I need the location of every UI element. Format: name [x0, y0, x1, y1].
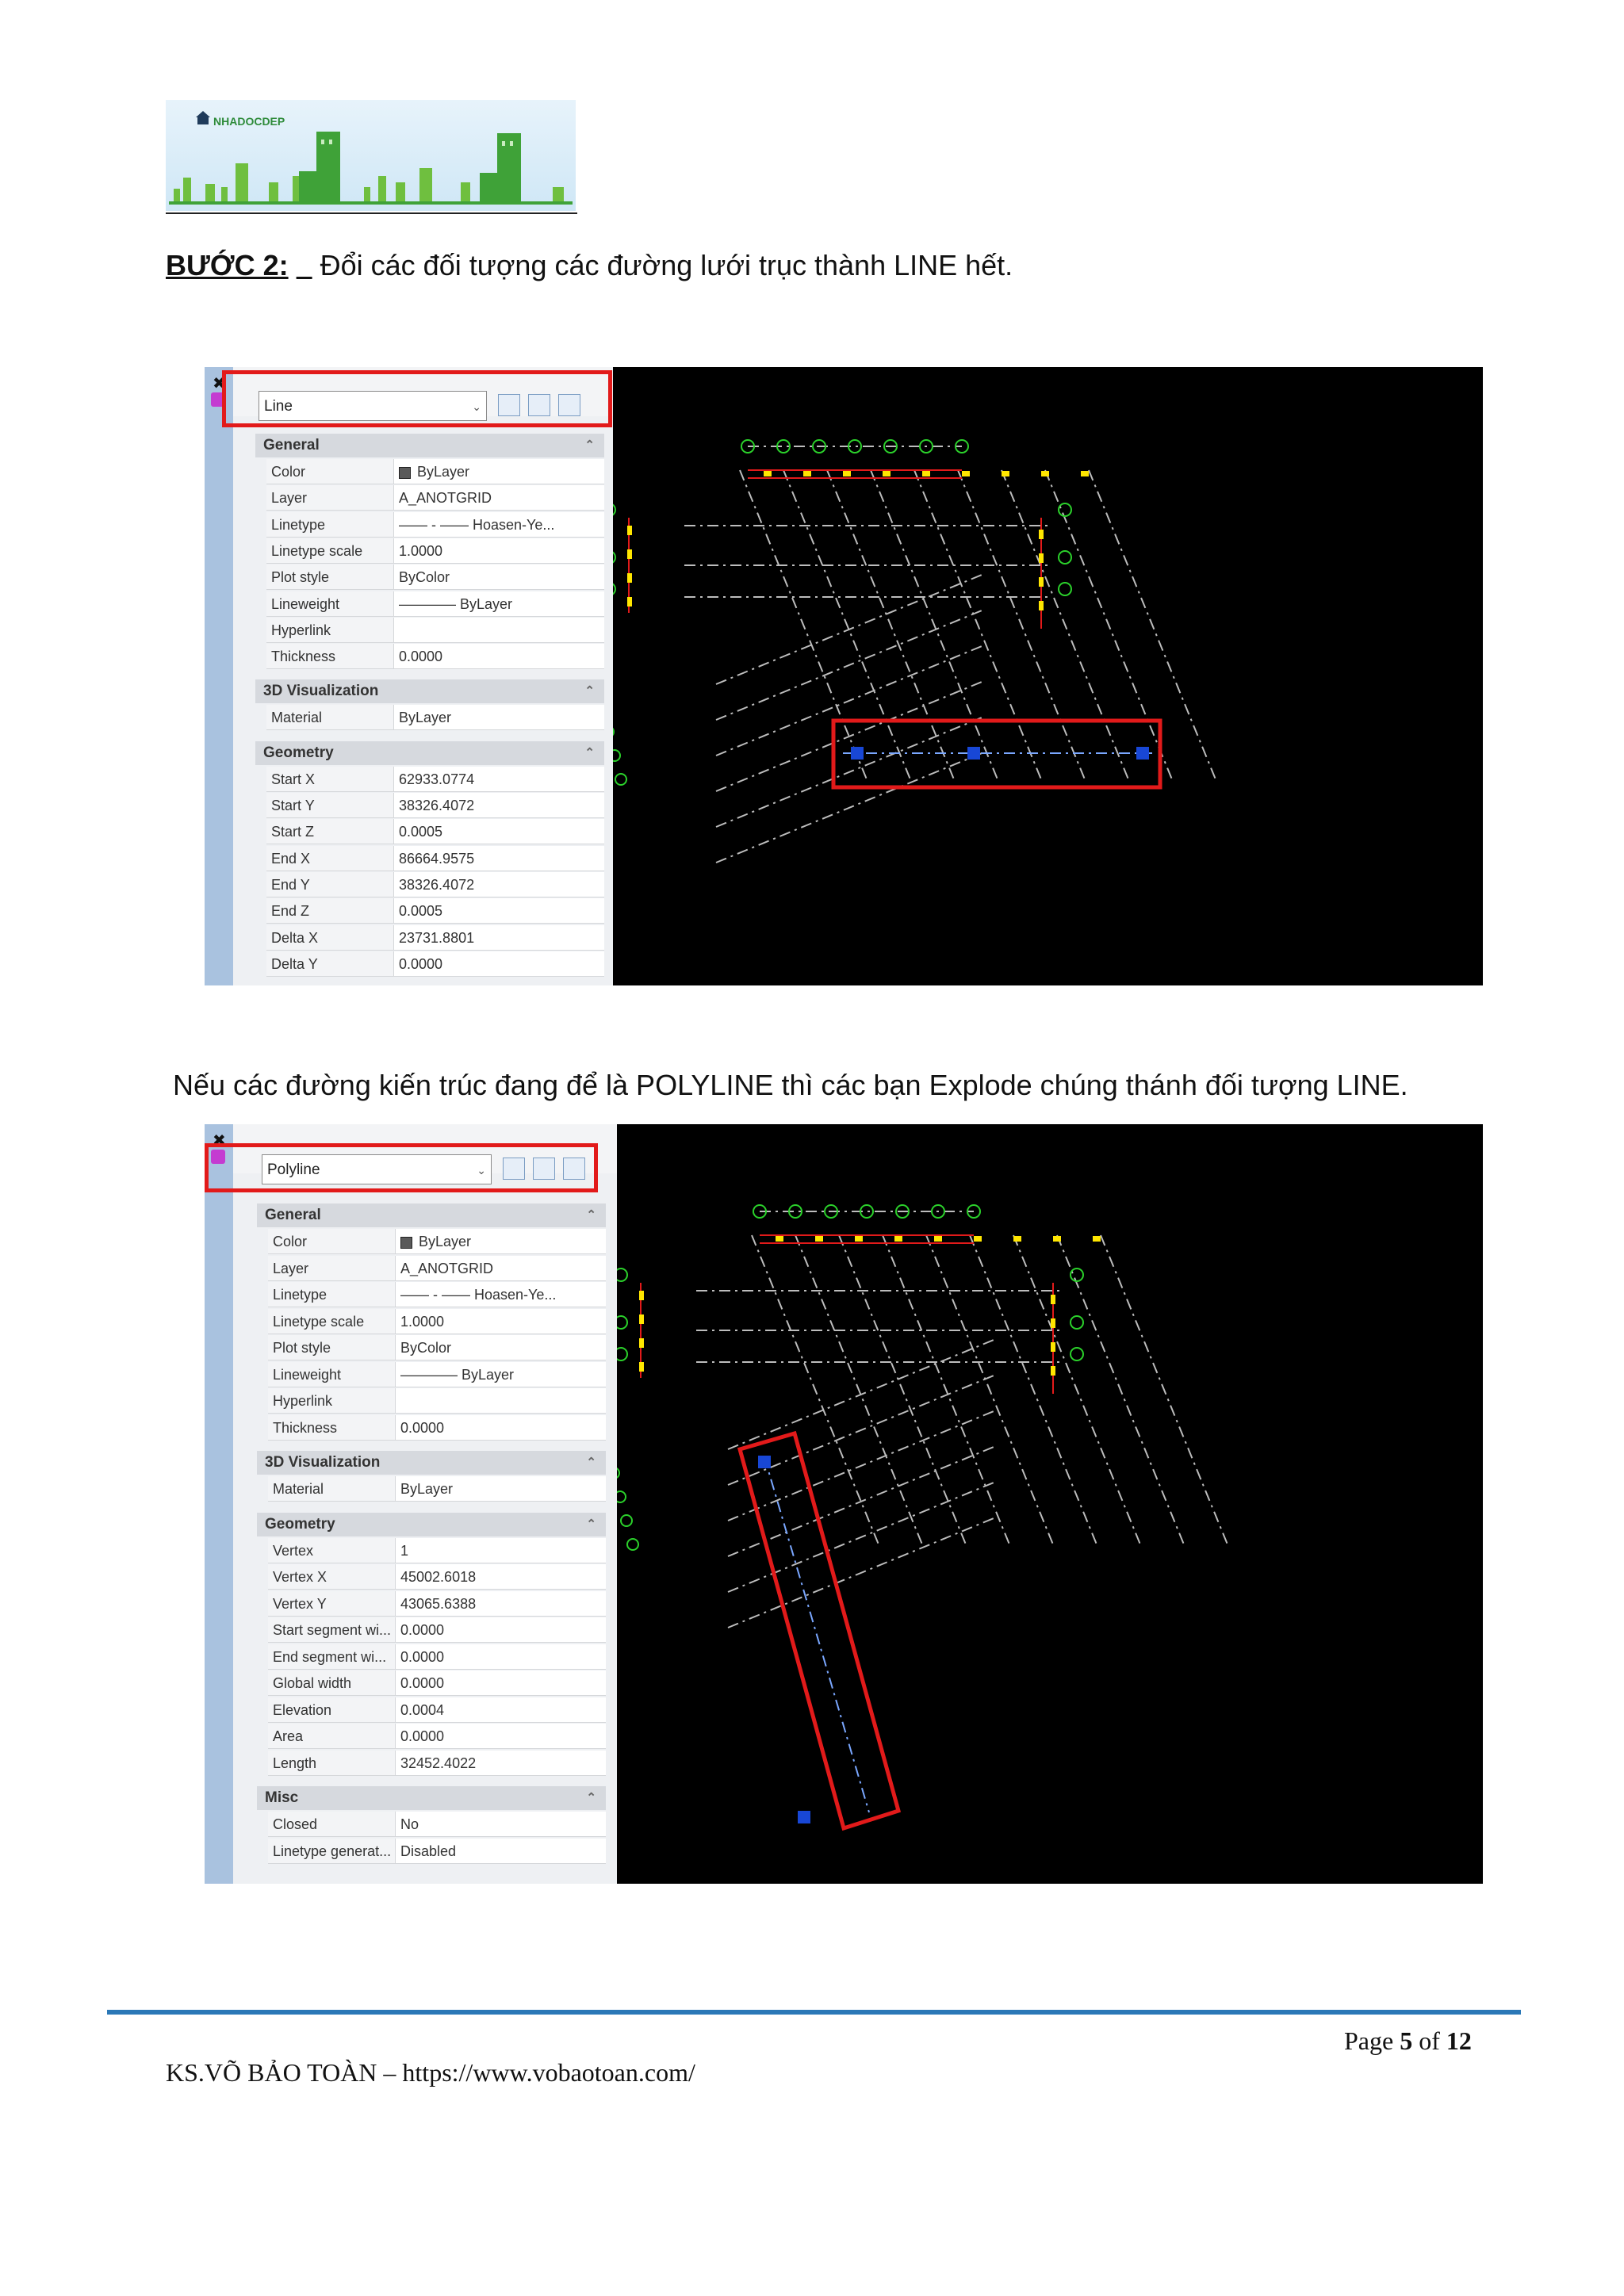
property-value[interactable]	[393, 618, 604, 643]
footer-author: KS.VÕ BẢO TOÀN – https://www.vobaotoan.com/	[166, 2058, 695, 2087]
property-name: End X	[266, 846, 393, 871]
dimension-tick	[776, 1236, 783, 1242]
property-value[interactable]	[395, 1538, 606, 1563]
property-value-text: ———— ByLayer	[400, 1366, 515, 1383]
grid-line	[716, 680, 986, 791]
highlight-selected-polyline	[740, 1433, 898, 1828]
property-value-text: 0.0000	[400, 1648, 445, 1665]
property-row[interactable]	[268, 1697, 606, 1724]
property-value[interactable]	[393, 591, 604, 617]
property-value[interactable]	[395, 1282, 606, 1307]
section-header-geometry[interactable]	[257, 1513, 606, 1536]
property-row[interactable]	[268, 1591, 606, 1617]
property-value-text: ByLayer	[417, 464, 470, 480]
grid-bubble	[627, 1539, 638, 1550]
collapse-icon[interactable]: ⌃	[584, 438, 595, 452]
property-name: Lineweight	[266, 591, 393, 617]
property-value[interactable]	[393, 898, 604, 924]
grid-line	[716, 645, 986, 756]
property-value[interactable]	[395, 1335, 606, 1360]
grid-line	[716, 752, 986, 863]
property-row[interactable]	[266, 538, 604, 564]
grid-bubble	[617, 1269, 627, 1281]
property-value-text: 0.0000	[399, 955, 443, 972]
grip-handle	[798, 1811, 810, 1823]
dimension-tick	[627, 597, 632, 607]
page-current: 5	[1400, 2026, 1413, 2055]
property-row[interactable]	[266, 705, 604, 731]
section-header-misc[interactable]	[257, 1786, 606, 1810]
property-name: Thickness	[266, 644, 393, 669]
property-value-text: ByColor	[399, 569, 450, 586]
property-value-text: 86664.9575	[399, 850, 475, 867]
property-name: Material	[266, 705, 393, 730]
property-row[interactable]	[266, 925, 604, 951]
company-logo	[166, 100, 576, 211]
dimension-tick	[962, 471, 970, 476]
close-icon[interactable]: ✖	[213, 1131, 226, 1150]
section-header-general[interactable]	[257, 1203, 606, 1227]
dimension-tick	[894, 1236, 902, 1242]
property-row[interactable]	[268, 1670, 606, 1697]
property-name: Hyperlink	[268, 1388, 395, 1414]
property-value[interactable]	[395, 1564, 606, 1590]
property-name: Linetype	[266, 512, 393, 538]
grid-bubble	[617, 1491, 626, 1502]
property-value-text: 0.0004	[400, 1701, 445, 1718]
property-name: Start segment wi...	[268, 1617, 395, 1643]
property-value[interactable]	[395, 1839, 606, 1864]
property-value-text: 1	[400, 1542, 409, 1559]
section-title: Geometry	[265, 1515, 335, 1533]
property-value[interactable]	[395, 1751, 606, 1776]
property-row[interactable]	[266, 793, 604, 819]
property-value-text: 43065.6388	[400, 1595, 477, 1612]
property-value-text: 38326.4072	[399, 876, 475, 893]
property-name: Layer	[268, 1256, 395, 1281]
property-name: Vertex X	[268, 1564, 395, 1590]
property-value-text: 0.0005	[399, 824, 443, 840]
property-row[interactable]	[268, 1644, 606, 1670]
property-value-text: —— - —— Hoasen-Ye...	[400, 1287, 557, 1303]
grid-bubble	[1071, 1316, 1083, 1329]
grid-line	[716, 716, 986, 827]
property-row[interactable]	[266, 564, 604, 591]
step-text: Đổi các đối tượng các đường lưới trục thành LINE hết.	[320, 249, 1013, 281]
property-row[interactable]	[268, 1564, 606, 1590]
property-value-text: A_ANOTGRID	[400, 1260, 494, 1276]
header-rule	[166, 212, 577, 214]
property-row[interactable]	[268, 1812, 606, 1838]
page-of: of	[1412, 2026, 1446, 2055]
properties-panel	[205, 1124, 617, 1884]
property-value-text: ByColor	[400, 1340, 452, 1356]
grid-line	[728, 1481, 998, 1592]
property-row[interactable]	[266, 591, 604, 618]
screenshot-line-properties	[205, 367, 1483, 985]
property-value[interactable]	[393, 872, 604, 897]
property-name: End Y	[266, 872, 393, 897]
step-label: BƯỚC 2:	[166, 249, 289, 281]
dimension-tick	[1081, 471, 1089, 476]
property-name: Material	[268, 1476, 395, 1502]
dimension-tick	[1041, 471, 1049, 476]
dimension-tick	[1013, 1236, 1021, 1242]
palette-strip	[205, 1124, 233, 1884]
property-row[interactable]	[266, 512, 604, 538]
property-value[interactable]	[395, 1476, 606, 1502]
property-name: Linetype scale	[266, 538, 393, 564]
property-name: Start Z	[266, 819, 393, 844]
property-value-text: 1.0000	[400, 1313, 445, 1330]
grid-line	[728, 1517, 998, 1628]
property-value[interactable]	[393, 644, 604, 669]
property-value[interactable]	[393, 485, 604, 511]
dimension-tick	[1002, 471, 1009, 476]
chevron-down-icon: ⌄	[472, 400, 481, 413]
property-name: Linetype scale	[268, 1309, 395, 1334]
property-row[interactable]	[268, 1476, 606, 1502]
property-row[interactable]	[266, 951, 604, 978]
property-value-text: 62933.0774	[399, 771, 475, 787]
property-value-text: A_ANOTGRID	[399, 490, 492, 507]
page-number	[1344, 2026, 1472, 2056]
logo-skyline	[166, 100, 576, 211]
collapse-icon[interactable]: ⌃	[584, 745, 595, 760]
property-row[interactable]	[266, 618, 604, 644]
section-title: General	[265, 1207, 321, 1223]
property-row[interactable]	[268, 1617, 606, 1644]
grid-line	[728, 1338, 998, 1449]
section-header-3d-visualization[interactable]	[257, 1451, 606, 1475]
property-name: Start X	[266, 767, 393, 792]
object-type-value: Line	[264, 398, 293, 415]
section-title: Geometry	[263, 744, 334, 761]
grid-bubble	[617, 1316, 627, 1329]
property-value-text: ———— ByLayer	[399, 595, 513, 612]
property-name: Delta X	[266, 925, 393, 951]
property-value-text: —— - —— Hoasen-Ye...	[399, 516, 555, 533]
property-row[interactable]	[268, 1839, 606, 1865]
property-value-text: ByLayer	[419, 1234, 472, 1249]
section-header-geometry[interactable]	[255, 741, 604, 765]
grid-bubble	[1059, 551, 1071, 564]
section-title: Misc	[265, 1789, 299, 1806]
dimension-tick	[803, 471, 811, 476]
property-value[interactable]	[395, 1812, 606, 1837]
grid-bubble	[613, 583, 615, 595]
property-row[interactable]	[266, 872, 604, 898]
chevron-down-icon: ⌄	[477, 1164, 486, 1177]
property-row[interactable]	[266, 485, 604, 511]
property-value-text: ByLayer	[399, 710, 452, 726]
property-value-text: 38326.4072	[399, 798, 475, 813]
grip-handle	[967, 747, 980, 760]
property-value-text: 0.0005	[399, 903, 443, 920]
dimension-tick	[1053, 1236, 1061, 1242]
color-swatch-icon	[399, 467, 411, 479]
property-value-text: 0.0000	[400, 1622, 445, 1638]
collapse-icon[interactable]: ⌃	[586, 1208, 596, 1222]
property-value[interactable]	[395, 1670, 606, 1696]
dimension-tick	[1039, 553, 1044, 563]
property-name: Color	[268, 1229, 395, 1254]
section-title: 3D Visualization	[265, 1454, 381, 1471]
property-value[interactable]	[395, 1724, 606, 1749]
footer-rule	[107, 2010, 1521, 2015]
dimension-tick	[1051, 1342, 1055, 1352]
section-header-general[interactable]	[255, 434, 604, 457]
object-type-value: Polyline	[267, 1161, 320, 1178]
property-value-text: 0.0000	[400, 1419, 445, 1436]
section-header-3d-visualization[interactable]	[255, 679, 604, 703]
dimension-tick	[883, 471, 891, 476]
property-value[interactable]	[395, 1697, 606, 1723]
property-name: Vertex	[268, 1538, 395, 1563]
highlight-type-selector	[205, 1143, 598, 1192]
dimension-tick	[922, 471, 930, 476]
grid-bubble	[613, 503, 615, 516]
property-name: Delta Y	[266, 951, 393, 977]
property-row[interactable]	[268, 1751, 606, 1777]
property-value[interactable]	[395, 1617, 606, 1643]
grid-bubble	[615, 774, 626, 785]
dimension-tick	[1051, 1295, 1055, 1304]
grid-bubble	[1071, 1348, 1083, 1360]
property-row[interactable]	[268, 1724, 606, 1750]
property-value[interactable]	[395, 1388, 606, 1414]
dimension-tick	[934, 1236, 942, 1242]
property-name: Plot style	[268, 1335, 395, 1360]
property-value[interactable]	[393, 846, 604, 871]
property-row[interactable]	[266, 459, 604, 485]
grid-line	[716, 609, 986, 720]
property-name: Color	[266, 459, 393, 484]
property-row[interactable]	[268, 1538, 606, 1564]
property-row[interactable]	[266, 644, 604, 670]
property-value-text: 0.0000	[399, 649, 443, 665]
drawing-canvas[interactable]	[617, 1124, 1483, 1884]
property-value-text: ByLayer	[400, 1481, 454, 1497]
grid-bubble	[613, 726, 614, 737]
property-row[interactable]	[268, 1229, 606, 1255]
grid-bubble	[613, 551, 615, 564]
property-value-text: 32452.4022	[400, 1755, 477, 1771]
property-value-text: No	[400, 1816, 419, 1832]
property-value[interactable]	[393, 951, 604, 977]
dimension-tick	[1039, 577, 1044, 587]
property-name: End Z	[266, 898, 393, 924]
dimension-tick	[815, 1236, 823, 1242]
property-row[interactable]	[268, 1335, 606, 1361]
property-value[interactable]	[395, 1591, 606, 1617]
property-name: Linetype	[268, 1282, 395, 1307]
logo-text: NHADOCDEP	[213, 115, 285, 128]
step-heading	[166, 249, 1013, 282]
property-name: Length	[268, 1751, 395, 1776]
property-row[interactable]	[268, 1415, 606, 1441]
property-row[interactable]	[266, 819, 604, 845]
grid-bubble	[1071, 1269, 1083, 1281]
property-value[interactable]	[393, 538, 604, 564]
grid-bubble	[617, 1468, 619, 1479]
dimension-tick	[639, 1291, 644, 1300]
property-value-text: 0.0000	[400, 1728, 445, 1744]
property-value[interactable]	[393, 925, 604, 951]
grip-handle	[1136, 747, 1149, 760]
property-name: Closed	[268, 1812, 395, 1837]
drawing-canvas[interactable]	[613, 367, 1483, 985]
property-row[interactable]	[268, 1362, 606, 1388]
dimension-tick	[974, 1236, 982, 1242]
collapse-icon[interactable]: ⌃	[586, 1456, 596, 1469]
dimension-tick	[1039, 530, 1044, 539]
dimension-tick	[627, 526, 632, 535]
property-row[interactable]	[266, 846, 604, 872]
property-value[interactable]	[395, 1256, 606, 1281]
property-value[interactable]	[395, 1229, 606, 1254]
dimension-tick	[1093, 1236, 1101, 1242]
collapse-icon[interactable]: ⌃	[586, 1517, 596, 1531]
section-title: 3D Visualization	[263, 683, 379, 700]
property-name: Layer	[266, 485, 393, 511]
property-name: Area	[268, 1724, 395, 1749]
property-row[interactable]	[266, 898, 604, 924]
property-name: Plot style	[266, 564, 393, 590]
grid-bubble	[613, 750, 620, 761]
caption-polyline: Nếu các đường kiến trúc đang để là POLYLINE thì các bạn Explode chúng thánh đối tượng LINE.	[173, 1069, 1408, 1101]
property-name: Global width	[268, 1670, 395, 1696]
grid-bubble	[617, 1348, 627, 1360]
collapse-icon[interactable]: ⌃	[584, 684, 595, 698]
highlight-type-selector	[222, 370, 612, 427]
property-value[interactable]	[395, 1415, 606, 1441]
page-prefix: Page	[1344, 2026, 1400, 2055]
property-name: Lineweight	[268, 1362, 395, 1387]
property-value[interactable]	[393, 767, 604, 792]
property-value[interactable]	[395, 1362, 606, 1387]
dimension-tick	[627, 549, 632, 559]
dimension-tick	[627, 573, 632, 583]
property-name: Linetype generat...	[268, 1839, 395, 1864]
property-name: End segment wi...	[268, 1644, 395, 1670]
property-name: Vertex Y	[268, 1591, 395, 1617]
dimension-tick	[764, 471, 772, 476]
grid-bubble	[1059, 583, 1071, 595]
section-title: General	[263, 437, 320, 453]
collapse-icon[interactable]: ⌃	[586, 1791, 596, 1804]
grid-line	[716, 573, 986, 684]
grid-bubble	[1059, 503, 1071, 516]
property-value[interactable]	[393, 705, 604, 730]
property-row[interactable]	[268, 1388, 606, 1414]
property-value[interactable]	[393, 459, 604, 484]
property-value[interactable]	[393, 793, 604, 818]
property-name: Thickness	[268, 1415, 395, 1441]
grid-bubble	[621, 1515, 632, 1526]
property-value[interactable]	[395, 1644, 606, 1670]
dimension-tick	[855, 1236, 863, 1242]
grip-handle	[758, 1456, 771, 1468]
dimension-tick	[639, 1338, 644, 1348]
property-name: Elevation	[268, 1697, 395, 1723]
close-icon[interactable]: ✖	[213, 373, 226, 392]
property-row[interactable]	[268, 1256, 606, 1282]
property-row[interactable]	[266, 767, 604, 793]
dimension-tick	[1051, 1318, 1055, 1328]
palette-strip	[205, 367, 233, 985]
property-name: Start Y	[266, 793, 393, 818]
properties-panel	[205, 367, 613, 985]
dimension-tick	[639, 1314, 644, 1324]
property-value[interactable]	[393, 819, 604, 844]
property-name: Hyperlink	[266, 618, 393, 643]
property-row[interactable]	[268, 1282, 606, 1308]
property-value-text: 1.0000	[399, 542, 443, 559]
dimension-tick	[639, 1362, 644, 1372]
color-swatch-icon	[400, 1237, 412, 1249]
dimension-tick	[1051, 1366, 1055, 1376]
property-value[interactable]	[393, 512, 604, 538]
property-row[interactable]	[268, 1309, 606, 1335]
property-value[interactable]	[395, 1309, 606, 1334]
dimension-tick	[1039, 601, 1044, 610]
screenshot-polyline-properties	[205, 1124, 1483, 1884]
property-value-text: 23731.8801	[399, 929, 475, 946]
property-value[interactable]	[393, 564, 604, 590]
grip-handle	[851, 747, 864, 760]
property-value-text: Disabled	[400, 1843, 457, 1859]
dimension-tick	[843, 471, 851, 476]
page-total: 12	[1446, 2026, 1472, 2055]
property-value-text: 0.0000	[400, 1675, 445, 1691]
property-value-text: 45002.6018	[400, 1569, 477, 1585]
